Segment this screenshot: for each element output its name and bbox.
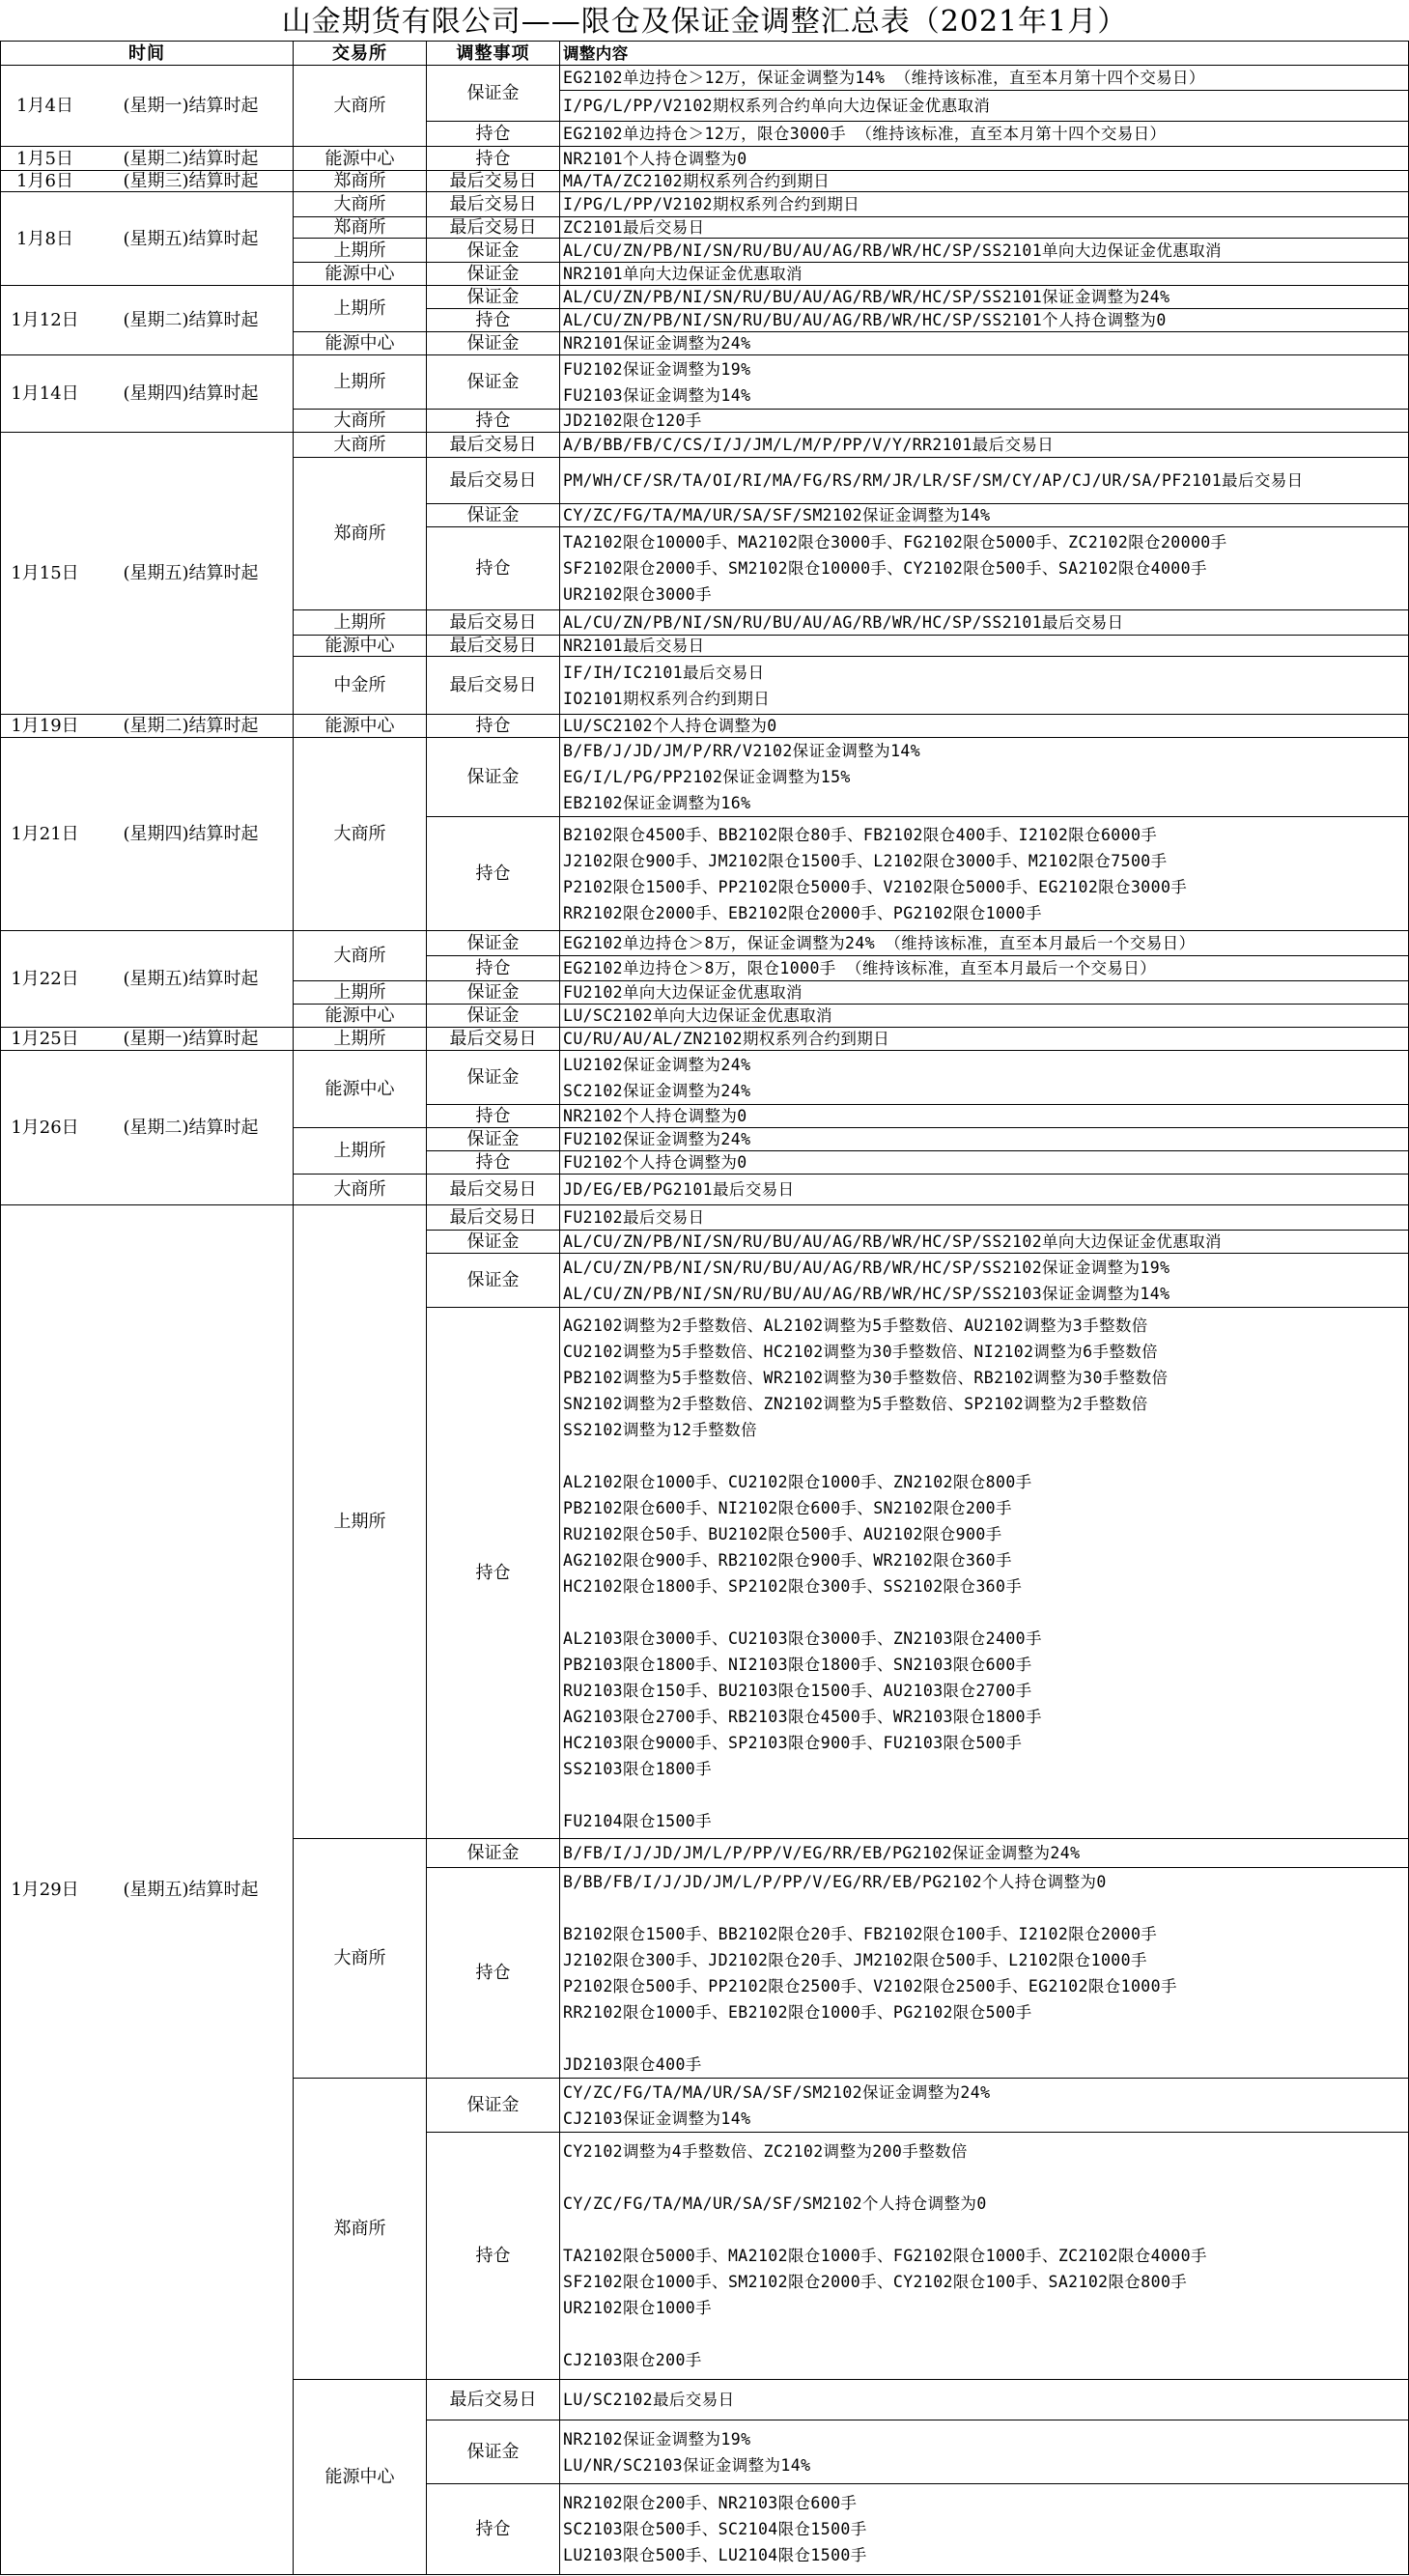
content-cell-text: TA2102限仓10000手、MA2102限仓3000手、FG2102限仓5000手、ZC2102限仓20000手 SF2102限仓2000手、SM2102限仓10000手、CY2102限仓500手、SA2102限仓4000手 UR2102限仓3000手 [563, 533, 1227, 604]
weekday-cell-text: (星期四)结算时起 [123, 824, 259, 844]
weekday-cell-text: (星期二)结算时起 [123, 716, 259, 736]
content-cell-text: LU2102保证金调整为24% SC2102保证金调整为24% [563, 1055, 751, 1100]
item-cell [427, 636, 560, 657]
exchange-cell-text: 大商所 [333, 435, 386, 455]
exchange-cell [294, 66, 427, 147]
exchange-cell [294, 147, 427, 171]
item-cell [427, 147, 560, 171]
date-cell [0, 192, 89, 286]
weekday-cell-text: (星期一)结算时起 [123, 96, 259, 116]
item-cell [427, 738, 560, 817]
weekday-cell [89, 171, 294, 192]
item-cell-text: 持仓 [475, 1106, 511, 1126]
content-cell-text: FU2102个人持仓调整为0 [563, 1153, 747, 1172]
content-cell-text: B/BB/FB/I/J/JD/JM/L/P/PP/V/EG/RR/EB/PG2102个人持仓调整为0 B2102限仓1500手、BB2102限仓20手、FB2102限仓100手、I2102限仓2000手 J2102限仓300手、JD2102限仓20手、JM2102限仓500手、L2102限仓1000手 P2102限仓500手、PP2102限仓2500手、V2102限仓2500手、EG2102限仓1000手 RR2102限仓1000手、EB2102限仓1000手、PG2102限仓500手 JD2103限仓400手 [563, 1872, 1177, 2074]
item-cell [427, 2079, 560, 2133]
content-cell-text: NR2101单向大边保证金优惠取消 [563, 265, 803, 283]
content-cell-text: NR2101最后交易日 [563, 637, 705, 655]
item-cell-text: 保证金 [466, 333, 520, 354]
weekday-cell-text: (星期一)结算时起 [123, 1029, 259, 1049]
exchange-cell [294, 610, 427, 636]
item-cell [427, 2420, 560, 2484]
weekday-cell [89, 192, 294, 286]
weekday-cell-text: (星期五)结算时起 [123, 1880, 259, 1900]
date-cell [0, 931, 89, 1028]
item-cell-text: 保证金 [466, 1005, 520, 1026]
content-cell-text: PM/WH/CF/SR/TA/OI/RI/MA/FG/RS/RM/JR/LR/SF/SM/CY/AP/CJ/UR/SA/PF2101最后交易日 [563, 471, 1304, 490]
content-cell-text: AL/CU/ZN/PB/NI/SN/RU/BU/AU/AG/RB/WR/HC/SP/SS2102保证金调整为19% AL/CU/ZN/PB/NI/SN/RU/BU/AU/AG/RB/WR/HC/SP/SS2103保证金调整为14% [563, 1258, 1170, 1303]
weekday-cell-text: (星期二)结算时起 [123, 1118, 259, 1138]
date-cell-text: 1月15日 [11, 563, 79, 583]
content-cell-text: NR2101个人持仓调整为0 [563, 149, 747, 168]
item-cell [427, 171, 560, 192]
content-cell [560, 1308, 1409, 1839]
item-cell-text: 保证金 [466, 2442, 520, 2462]
item-cell-text: 持仓 [475, 310, 511, 330]
content-cell-text: FU2102单向大边保证金优惠取消 [563, 983, 803, 1002]
exchange-cell-text: 郑商所 [333, 217, 386, 238]
content-cell [560, 1254, 1409, 1308]
exchange-cell [294, 410, 427, 433]
item-cell-text: 最后交易日 [449, 194, 537, 214]
item-cell [427, 217, 560, 239]
exchange-cell-text: 大商所 [333, 194, 386, 214]
item-cell-text: 最后交易日 [449, 1029, 537, 1049]
content-cell-text: I/PG/L/PP/V2102期权系列合约单向大边保证金优惠取消 [563, 97, 991, 115]
header-time-text: 时间 [128, 42, 165, 64]
item-cell-text: 保证金 [466, 1067, 520, 1088]
content-cell [560, 1151, 1409, 1175]
content-cell [560, 122, 1409, 147]
content-cell [560, 504, 1409, 527]
content-cell-text: CY2102调整为4手整数倍、ZC2102调整为200手整数倍 CY/ZC/FG/TA/MA/UR/SA/SF/SM2102个人持仓调整为0 TA2102限仓5000手、MA2102限仓1000手、FG2102限仓1000手、ZC2102限仓4000手 SF2102限仓1000手、SM2102限仓2000手、CY2102限仓100手、SA2102限仓800手 UR2102限仓1000手 CJ2103限仓200手 [563, 2142, 1207, 2369]
exchange-cell-text: 上期所 [333, 240, 386, 261]
exchange-cell-text: 能源中心 [324, 1005, 395, 1026]
exchange-cell [294, 931, 427, 981]
item-cell-text: 保证金 [466, 1843, 520, 1863]
content-cell [560, 1175, 1409, 1205]
content-cell [560, 2484, 1409, 2575]
content-cell-text: MA/TA/ZC2102期权系列合约到期日 [563, 172, 831, 190]
exchange-cell-text: 上期所 [333, 1141, 386, 1161]
exchange-cell [294, 1051, 427, 1128]
exchange-cell-text: 郑商所 [333, 2219, 386, 2239]
item-cell-text: 持仓 [475, 558, 511, 579]
date-cell [0, 171, 89, 192]
exchange-cell-text: 大商所 [333, 96, 386, 116]
exchange-cell [294, 433, 427, 458]
content-cell [560, 956, 1409, 981]
item-cell [427, 610, 560, 636]
item-cell [427, 410, 560, 433]
item-cell [427, 657, 560, 715]
item-cell [427, 1868, 560, 2079]
item-cell-text: 持仓 [475, 1963, 511, 1983]
content-cell [560, 263, 1409, 286]
exchange-cell [294, 1839, 427, 2079]
content-cell [560, 66, 1409, 91]
header-time [0, 41, 294, 66]
item-cell [427, 2380, 560, 2420]
content-cell [560, 1205, 1409, 1231]
date-cell-text: 1月5日 [16, 148, 73, 169]
date-cell-text: 1月8日 [16, 228, 73, 249]
content-cell [560, 458, 1409, 504]
exchange-cell-text: 能源中心 [324, 2467, 395, 2487]
content-cell [560, 657, 1409, 715]
content-cell-text: LU/SC2102个人持仓调整为0 [563, 717, 777, 735]
exchange-cell [294, 263, 427, 286]
exchange-cell [294, 1175, 427, 1205]
item-cell [427, 931, 560, 956]
item-cell [427, 1308, 560, 1839]
exchange-cell [294, 355, 427, 410]
exchange-cell [294, 171, 427, 192]
date-cell-text: 1月21日 [11, 824, 79, 844]
content-cell [560, 2420, 1409, 2484]
content-cell [560, 1868, 1409, 2079]
date-cell-text: 1月14日 [11, 383, 79, 404]
date-cell [0, 1028, 89, 1051]
content-cell-text: A/B/BB/FB/C/CS/I/J/JM/L/M/P/PP/V/Y/RR2101最后交易日 [563, 436, 1055, 454]
content-cell [560, 2079, 1409, 2133]
item-cell [427, 1839, 560, 1868]
date-cell-text: 1月12日 [11, 310, 79, 330]
content-cell-text: I/PG/L/PP/V2102期权系列合约到期日 [563, 195, 860, 213]
content-cell-text: NR2102限仓200手、NR2103限仓600手 SC2103限仓500手、SC2104限仓1500手 LU2103限仓500手、LU2104限仓1500手 [563, 2494, 867, 2564]
header-content-text: 调整内容 [563, 43, 629, 63]
exchange-cell-text: 能源中心 [324, 264, 395, 284]
content-cell-text: EG2102单边持仓＞8万，限仓1000手 （维持该标准，直至本月最后一个交易日） [563, 959, 1157, 977]
date-cell-text: 1月26日 [11, 1118, 79, 1138]
exchange-cell-text: 上期所 [333, 1512, 386, 1532]
content-cell-text: NR2102保证金调整为19% LU/NR/SC2103保证金调整为14% [563, 2429, 811, 2475]
exchange-cell [294, 2380, 427, 2575]
weekday-cell-text: (星期二)结算时起 [123, 148, 259, 169]
item-cell-text: 最后交易日 [449, 470, 537, 491]
content-cell-text: AL/CU/ZN/PB/NI/SN/RU/BU/AU/AG/RB/WR/HC/SP/SS2101最后交易日 [563, 613, 1124, 632]
exchange-cell [294, 217, 427, 239]
content-cell [560, 309, 1409, 332]
item-cell [427, 239, 560, 263]
content-cell-text: FU2102保证金调整为19% FU2103保证金调整为14% [563, 359, 751, 405]
content-cell [560, 1231, 1409, 1254]
content-cell-text: EG2102单边持仓＞12万，限仓3000手 （维持该标准，直至本月第十四个交易日） [563, 125, 1167, 143]
exchange-cell-text: 能源中心 [324, 333, 395, 354]
item-cell-text: 最后交易日 [449, 171, 537, 191]
weekday-cell [89, 931, 294, 1028]
weekday-cell [89, 715, 294, 738]
item-cell [427, 66, 560, 122]
item-cell [427, 1028, 560, 1051]
item-cell [427, 981, 560, 1005]
item-cell-text: 持仓 [475, 2246, 511, 2266]
exchange-cell-text: 大商所 [333, 946, 386, 966]
item-cell-text: 保证金 [466, 505, 520, 525]
item-cell-text: 保证金 [466, 372, 520, 392]
exchange-cell [294, 636, 427, 657]
date-cell [0, 147, 89, 171]
weekday-cell-text: (星期三)结算时起 [123, 171, 259, 191]
content-cell-text: CU/RU/AU/AL/ZN2102期权系列合约到期日 [563, 1030, 890, 1048]
content-cell-text: CY/ZC/FG/TA/MA/UR/SA/SF/SM2102保证金调整为14% [563, 506, 991, 524]
item-cell [427, 2484, 560, 2575]
item-cell [427, 1175, 560, 1205]
date-cell-text: 1月25日 [11, 1029, 79, 1049]
exchange-cell [294, 286, 427, 332]
header-exchange-text: 交易所 [332, 42, 387, 64]
exchange-cell [294, 1005, 427, 1028]
item-cell-text: 持仓 [475, 1563, 511, 1583]
content-cell [560, 286, 1409, 309]
item-cell-text: 最后交易日 [449, 1207, 537, 1228]
item-cell-text: 保证金 [466, 83, 520, 103]
content-cell [560, 610, 1409, 636]
item-cell-text: 最后交易日 [449, 435, 537, 455]
date-cell [0, 738, 89, 931]
item-cell [427, 332, 560, 355]
exchange-cell-text: 上期所 [333, 612, 386, 633]
exchange-cell-text: 上期所 [333, 372, 386, 392]
item-cell [427, 2133, 560, 2380]
item-cell-text: 保证金 [466, 1270, 520, 1290]
content-cell-text: AG2102调整为2手整数倍、AL2102调整为5手整数倍、AU2102调整为3手整数倍 CU2102调整为5手整数倍、HC2102调整为30手整数倍、NI2102调整为6手整数倍 PB2102调整为5手整数倍、WR2102调整为30手整数倍、RB2102调整为30手整数倍 SN2102调整为2手整数倍、ZN2102调整为5手整数倍、SP2102调整为2手整数倍 SS2102调整为12手整数倍 AL2102限仓1000手、CU2102限仓1000手、ZN2102限仓800手 PB2102限仓600手、NI2102限仓600手、SN2102限仓200手 RU2102限仓50手、BU2102限仓500手、AU2102限仓900手 AG2102限仓900手、RB2102限仓900手、WR2102限仓360手 HC2102限仓1800手、SP2102限仓300手、SS2102限仓360手 AL2103限仓3000手、CU2103限仓3000手、ZN2103限仓2400手 PB2103限仓1800手、NI2103限仓1800手、SN2103限仓600手 RU2103限仓150手、BU2103限仓1500手、AU2103限仓2700手 AG2103限仓2700手、RB2103限仓4500手、WR2103限仓1800手 HC2103限仓9000手、SP2103限仓900手、FU2103限仓500手 SS2103限仓1800手 FU2104限仓1500手 [563, 1316, 1169, 1830]
date-cell [0, 1051, 89, 1205]
item-cell [427, 192, 560, 217]
item-cell-text: 持仓 [475, 148, 511, 169]
exchange-cell [294, 192, 427, 217]
item-cell [427, 1231, 560, 1254]
exchange-cell [294, 738, 427, 931]
weekday-cell [89, 355, 294, 433]
date-cell-text: 1月29日 [11, 1880, 79, 1900]
weekday-cell-text: (星期五)结算时起 [123, 969, 259, 989]
exchange-cell-text: 上期所 [333, 982, 386, 1003]
date-cell [0, 1205, 89, 2575]
content-cell-text: IF/IH/IC2101最后交易日 IO2101期权系列合约到期日 [563, 663, 771, 708]
exchange-cell-text: 大商所 [333, 1179, 386, 1200]
item-cell [427, 1128, 560, 1151]
content-cell [560, 192, 1409, 217]
exchange-cell [294, 715, 427, 738]
exchange-cell [294, 1128, 427, 1175]
content-cell [560, 636, 1409, 657]
exchange-cell [294, 1028, 427, 1051]
item-cell [427, 1051, 560, 1105]
exchange-cell [294, 332, 427, 355]
weekday-cell-text: (星期五)结算时起 [123, 228, 259, 249]
item-cell-text: 持仓 [475, 1152, 511, 1173]
item-cell [427, 817, 560, 931]
exchange-cell-text: 上期所 [333, 1029, 386, 1049]
content-cell [560, 1051, 1409, 1105]
date-cell-text: 1月6日 [16, 171, 73, 191]
item-cell [427, 263, 560, 286]
item-cell-text: 保证金 [466, 767, 520, 787]
content-cell-text: AL/CU/ZN/PB/NI/SN/RU/BU/AU/AG/RB/WR/HC/SP/SS2101个人持仓调整为0 [563, 311, 1167, 329]
item-cell-text: 保证金 [466, 933, 520, 953]
weekday-cell-text: (星期五)结算时起 [123, 563, 259, 583]
content-cell [560, 1005, 1409, 1028]
weekday-cell [89, 1028, 294, 1051]
content-cell [560, 817, 1409, 931]
content-cell [560, 147, 1409, 171]
item-cell-text: 最后交易日 [449, 612, 537, 633]
item-cell-text: 保证金 [466, 1231, 520, 1252]
item-cell-text: 持仓 [475, 2519, 511, 2539]
content-cell-text: NR2102个人持仓调整为0 [563, 1107, 747, 1125]
header-item [427, 41, 560, 66]
content-cell-text: FU2102最后交易日 [563, 1208, 705, 1227]
exchange-cell-text: 大商所 [333, 410, 386, 431]
item-cell-text: 保证金 [466, 287, 520, 307]
exchange-cell [294, 657, 427, 715]
content-cell-text: FU2102保证金调整为24% [563, 1130, 751, 1148]
item-cell [427, 122, 560, 147]
exchange-cell [294, 1205, 427, 1839]
date-cell-text: 1月22日 [11, 969, 79, 989]
weekday-cell-text: (星期四)结算时起 [123, 383, 259, 404]
content-cell-text: JD/EG/EB/PG2101最后交易日 [563, 1180, 795, 1199]
item-cell [427, 1005, 560, 1028]
content-cell-text: AL/CU/ZN/PB/NI/SN/RU/BU/AU/AG/RB/WR/HC/SP/SS2102单向大边保证金优惠取消 [563, 1232, 1222, 1251]
content-cell [560, 332, 1409, 355]
date-cell [0, 433, 89, 715]
item-cell-text: 保证金 [466, 240, 520, 261]
item-cell-text: 最后交易日 [449, 636, 537, 656]
weekday-cell [89, 147, 294, 171]
content-cell [560, 981, 1409, 1005]
item-cell-text: 保证金 [466, 264, 520, 284]
exchange-cell-text: 能源中心 [324, 716, 395, 736]
item-cell-text: 持仓 [475, 958, 511, 978]
weekday-cell [89, 738, 294, 931]
item-cell-text: 持仓 [475, 124, 511, 144]
exchange-cell-text: 上期所 [333, 298, 386, 319]
date-cell-text: 1月19日 [11, 716, 79, 736]
exchange-cell-text: 能源中心 [324, 636, 395, 656]
content-cell-text: B/FB/J/JD/JM/P/RR/V2102保证金调整为14% EG/I/L/PG/PP2102保证金调整为15% EB2102保证金调整为16% [563, 742, 921, 812]
content-cell-text: LU/SC2102单向大边保证金优惠取消 [563, 1006, 832, 1025]
content-cell-text: ZC2101最后交易日 [563, 218, 705, 237]
header-content [560, 41, 1409, 66]
content-cell-text: B2102限仓4500手、BB2102限仓80手、FB2102限仓400手、I2102限仓6000手 J2102限仓900手、JM2102限仓1500手、L2102限仓3000手、M2102限仓7500手 P2102限仓1500手、PP2102限仓5000手、V2102限仓5000手、EG2102限仓3000手 RR2102限仓2000手、EB2102限仓2000手、PG2102限仓1000手 [563, 825, 1188, 922]
exchange-cell-text: 能源中心 [324, 148, 395, 169]
weekday-cell [89, 433, 294, 715]
content-cell-text: LU/SC2102最后交易日 [563, 2391, 735, 2409]
content-cell [560, 171, 1409, 192]
content-cell [560, 2380, 1409, 2420]
weekday-cell [89, 1051, 294, 1205]
content-cell [560, 931, 1409, 956]
item-cell-text: 最后交易日 [449, 217, 537, 238]
exchange-cell [294, 239, 427, 263]
item-cell-text: 持仓 [475, 410, 511, 431]
item-cell [427, 433, 560, 458]
content-cell-text: NR2101保证金调整为24% [563, 334, 751, 353]
item-cell-text: 最后交易日 [449, 1179, 537, 1200]
item-cell-text: 最后交易日 [449, 2390, 537, 2410]
item-cell [427, 355, 560, 410]
content-cell [560, 355, 1409, 410]
item-cell [427, 527, 560, 610]
date-cell-text: 1月4日 [16, 96, 73, 116]
page-title: 山金期货有限公司——限仓及保证金调整汇总表（2021年1月） [281, 5, 1128, 39]
item-cell [427, 286, 560, 309]
item-cell [427, 956, 560, 981]
item-cell [427, 1254, 560, 1308]
content-cell-text: JD2102限仓120手 [563, 411, 702, 430]
item-cell [427, 309, 560, 332]
content-cell [560, 527, 1409, 610]
content-cell-text: AL/CU/ZN/PB/NI/SN/RU/BU/AU/AG/RB/WR/HC/SP/SS2101单向大边保证金优惠取消 [563, 241, 1222, 260]
exchange-cell-text: 大商所 [333, 1948, 386, 1968]
content-cell [560, 1128, 1409, 1151]
weekday-cell [89, 286, 294, 355]
content-cell [560, 433, 1409, 458]
item-cell [427, 1151, 560, 1175]
content-cell [560, 410, 1409, 433]
exchange-cell-text: 大商所 [333, 824, 386, 844]
date-cell [0, 66, 89, 147]
exchange-cell [294, 458, 427, 610]
item-cell-text: 最后交易日 [449, 675, 537, 695]
content-cell-text: CY/ZC/FG/TA/MA/UR/SA/SF/SM2102保证金调整为24% CJ2103保证金调整为14% [563, 2082, 991, 2128]
content-cell [560, 239, 1409, 263]
content-cell [560, 1839, 1409, 1868]
date-cell [0, 355, 89, 433]
header-item-text: 调整事项 [456, 42, 530, 64]
date-cell [0, 715, 89, 738]
exchange-cell [294, 981, 427, 1005]
content-cell [560, 91, 1409, 122]
content-cell [560, 217, 1409, 239]
content-cell-text: B/FB/I/J/JD/JM/L/P/PP/V/EG/RR/EB/PG2102保证金调整为24% [563, 1844, 1081, 1862]
item-cell-text: 持仓 [475, 716, 511, 736]
item-cell-text: 保证金 [466, 1129, 520, 1149]
content-cell [560, 715, 1409, 738]
content-cell [560, 1105, 1409, 1128]
content-cell [560, 738, 1409, 817]
content-cell-text: EG2102单边持仓＞8万，保证金调整为24% （维持该标准，直至本月最后一个交易日） [563, 934, 1196, 952]
item-cell [427, 1105, 560, 1128]
exchange-cell-text: 能源中心 [324, 1079, 395, 1099]
header-exchange [294, 41, 427, 66]
exchange-cell-text: 郑商所 [333, 524, 386, 544]
item-cell-text: 保证金 [466, 982, 520, 1003]
item-cell [427, 715, 560, 738]
date-cell [0, 286, 89, 355]
exchange-cell [294, 2079, 427, 2380]
content-cell-text: EG2102单边持仓＞12万，保证金调整为14% （维持该标准，直至本月第十四个交易日） [563, 69, 1205, 87]
exchange-cell-text: 中金所 [333, 675, 386, 695]
content-cell [560, 1028, 1409, 1051]
weekday-cell [89, 66, 294, 147]
weekday-cell [89, 1205, 294, 2575]
item-cell [427, 1205, 560, 1231]
exchange-cell-text: 郑商所 [333, 171, 386, 191]
item-cell [427, 504, 560, 527]
item-cell-text: 持仓 [475, 863, 511, 884]
item-cell-text: 保证金 [466, 2095, 520, 2115]
weekday-cell-text: (星期二)结算时起 [123, 310, 259, 330]
item-cell [427, 458, 560, 504]
content-cell-text: AL/CU/ZN/PB/NI/SN/RU/BU/AU/AG/RB/WR/HC/SP/SS2101保证金调整为24% [563, 288, 1170, 306]
content-cell [560, 2133, 1409, 2380]
